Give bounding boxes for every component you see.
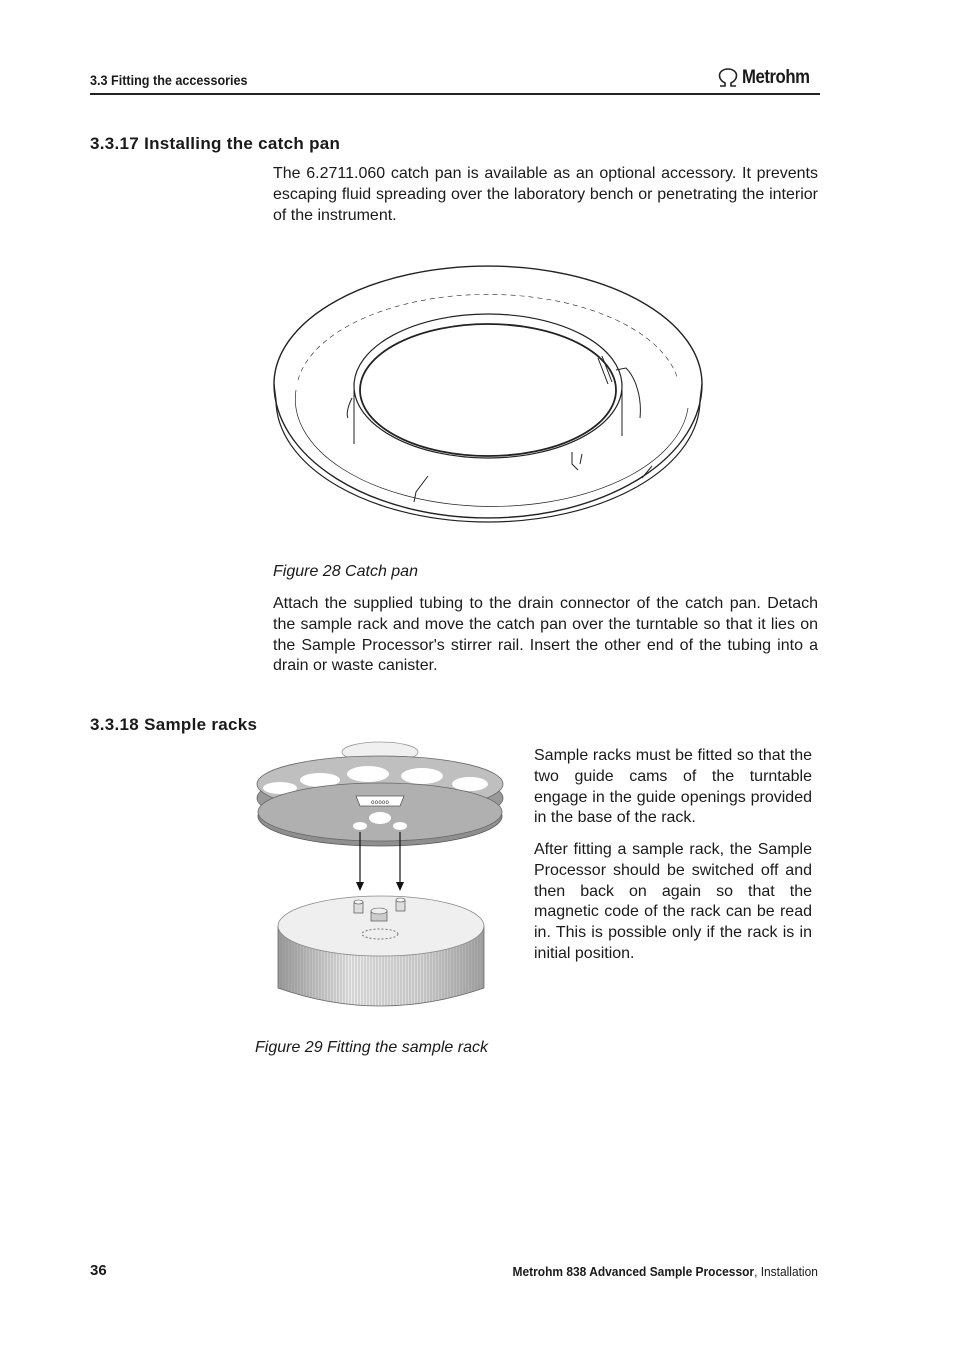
footer-title-bold: Metrohm 838 Advanced Sample Processor (512, 1264, 755, 1279)
brand-logo (717, 66, 819, 90)
catch-pan-instructions: Attach the supplied tubing to the drain connector of the catch pan. Detach the sample rack and move the catch pan over the turntable so that it lies on the Sample Processor's stirrer rail. Insert the other end of the tubing into a drain or waste canister. (273, 595, 818, 675)
figure-29-caption: Figure 29 Fitting the sample rack (255, 1039, 488, 1056)
omega-icon (717, 68, 739, 88)
sample-rack-illustration (250, 738, 512, 1010)
catch-pan-intro: The 6.2711.060 catch pan is available as an optional accessory. It prevents escaping fluid spreading over the laboratory bench or penetrating the interior of the instrument. (273, 165, 818, 224)
sample-racks-para-1: Sample racks must be fitted so that the two guide cams of the turntable engage in the guide openings provided in the base of the rack. (534, 747, 812, 827)
page-number: 36 (90, 1262, 107, 1279)
catch-pan-illustration (268, 258, 708, 538)
section-heading-catch-pan: 3.3.17 Installing the catch pan (90, 134, 341, 153)
figure-28-caption: Figure 28 Catch pan (273, 563, 418, 580)
sample-racks-para-2: After fitting a sample rack, the Sample Processor should be switched off and then back on again so that the magnetic code of the rack can be read in. This is possible only if the rack is in initial position. (534, 841, 812, 962)
footer-document-title (513, 1264, 818, 1279)
section-heading-sample-racks: 3.3.18 Sample racks (90, 715, 258, 734)
brand-name: Metrohm (742, 67, 810, 88)
header-rule (90, 93, 820, 95)
running-header-section: 3.3 Fitting the accessories (90, 72, 248, 88)
svg-text:ooooo: ooooo (370, 799, 390, 806)
footer-title-rest: , Installation (754, 1264, 818, 1279)
